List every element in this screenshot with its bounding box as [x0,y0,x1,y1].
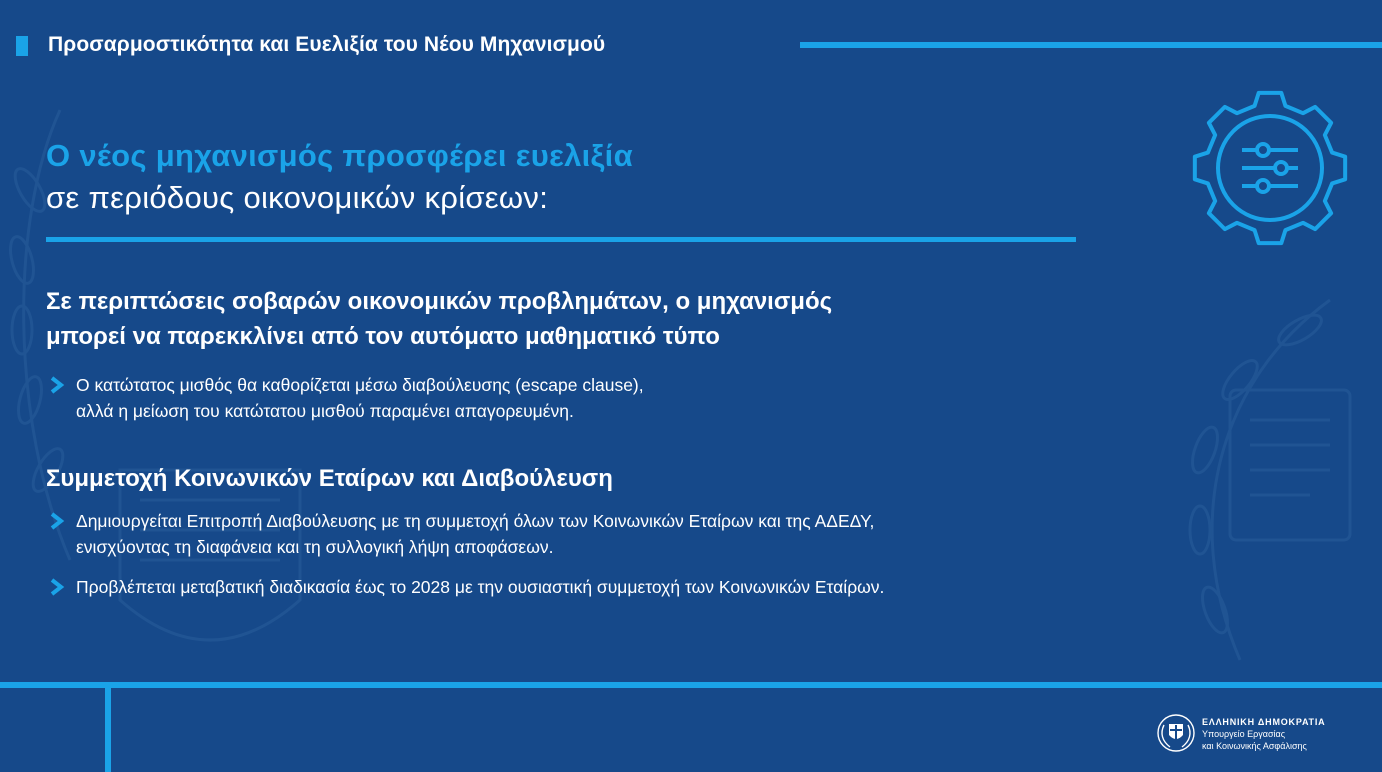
logo-line: και Κοινωνικής Ασφάλισης [1202,741,1307,751]
headline-primary: Ο νέος μηχανισμός προσφέρει ευελιξία [46,138,633,173]
bullet-line: Προβλέπεται μεταβατική διαδικασία έως το 2028 με την ουσιαστική συμμετοχή των Κοινωνικών Εταίρων. [76,577,885,597]
chevron-right-icon [48,578,66,596]
section-title-line: Σε περιπτώσεις σοβαρών οικονομικών προβλημάτων, ο μηχανισμός [46,288,833,315]
section-title-line: μπορεί να παρεκκλίνει από τον αυτόματο μαθηματικό τύπο [46,323,720,350]
bullet-line: Δημιουργείται Επιτροπή Διαβούλευσης με τη συμμετοχή όλων των Κοινωνικών Εταίρων και της ΑΔΕΔΥ, [76,511,875,531]
ministry-logo-text [1202,716,1325,752]
bullet-line: αλλά η μείωση του κατώτατου μισθού παραμένει απαγορευμένη. [76,401,574,421]
section-title-escape-clause [46,284,832,354]
header-marker [16,36,28,56]
chevron-right-icon [48,512,66,530]
bullet-line: Ο κατώτατος μισθός θα καθορίζεται μέσω διαβούλευσης (escape clause), [76,375,644,395]
bullet-text [76,574,884,600]
footer-vertical-rule [105,682,111,772]
bullet-text [76,372,644,424]
bullet-line: ενισχύοντας τη διαφάνεια και τη συλλογική λήψη αποφάσεων. [76,537,554,557]
section-title-line: Συμμετοχή Κοινωνικών Εταίρων και Διαβούλευση [46,465,613,492]
page-title: Προσαρμοστικότητα και Ευελιξία του Νέου Μηχανισμού [48,33,606,56]
logo-title: ΕΛΛΗΝΙΚΗ ΔΗΜΟΚΡΑΤΙΑ [1202,717,1326,727]
gear-sliders-icon [1190,88,1350,248]
footer-rule [0,682,1382,688]
logo-line: Υπουργείο Εργασίας [1202,729,1286,739]
header-rule [800,42,1382,48]
greek-emblem-icon [1156,713,1196,753]
chevron-right-icon [48,376,66,394]
bullet-text [76,508,874,560]
section-title-social-partners [46,461,613,496]
headline-secondary: σε περιόδους οικονομικών κρίσεων: [46,180,549,215]
headline-rule [46,237,1076,242]
